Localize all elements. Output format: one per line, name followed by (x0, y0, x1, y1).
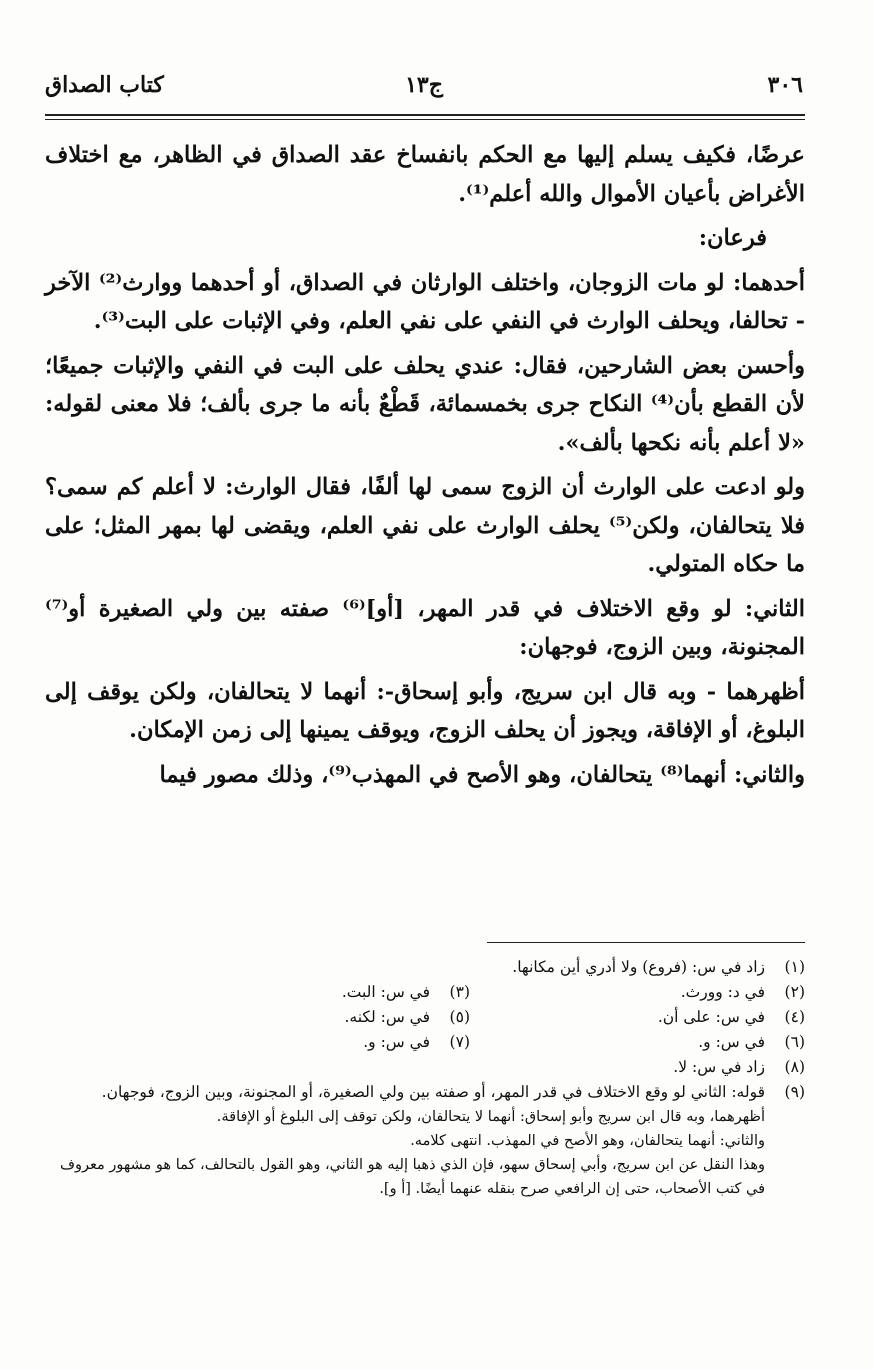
paragraph: الثاني: لو وقع الاختلاف في قدر المهر، [أو]⁽⁶⁾ صفته بين ولي الصغيرة أو⁽⁷⁾ المجنونة، وبين الزوج، فوجهان: (45, 595, 805, 660)
footnote-quote: والثاني: أنهما يتحالفان، وهو الأصح في المهذب. انتهى كلامه. (410, 1133, 765, 1149)
paragraph: عرضًا، فكيف يسلم إليها مع الحكم بانفساخ عقد الصداق في الظاهر، مع اختلاف الأغراض بأعيان الأموال والله أعلم⁽¹⁾. (45, 142, 805, 207)
volume-label: ج١٣ (405, 72, 443, 98)
footnote: (٣)في س: البت. (341, 983, 470, 1001)
footnote: (٧)في س: و. (363, 1033, 470, 1051)
page-number: ٣٠٦ (767, 72, 803, 98)
paragraph: وأحسن بعض الشارحين، فقال: عندي يحلف على البت في النفي والإثبات جميعًا؛ لأن القطع بأن⁽⁴⁾ النكاح جرى بخمسمائة، قَطْعٌ بأنه ما جرى بألف؛ فلا معنى لقوله: «لا أعلم بأنه نكحها بألف». (45, 352, 805, 456)
running-header (45, 72, 803, 112)
footnote: (٥)في س: لكنه. (344, 1008, 470, 1026)
footnote-quote: وهذا النقل عن ابن سريج، وأبي إسحاق سهو، فإن الذي ذهبا إليه هو الثاني، وهو القول بالتحالف، كما هو مشهور معروف في كتب الأصحاب، حتى إن الرافعي صرح بنقله عنهما أيضًا. [أ و]. (60, 1157, 765, 1197)
footnote: (٩) قوله: الثاني لو وقع الاختلاف في قدر المهر، أو صفته بين ولي الصغيرة، أو المجنونة، وبين الزوج، فوجهان. أظهرهما، وبه قال ابن سريج وأبو إسحاق: أنهما لا يتحالفان، ولكن توقف إلى البلوغ أو الإفاقة. والثاني: أنهما يتحالفان، وهو الأصح في المهذب. انتهى كلامه. وهذا النقل عن ابن سريج، وأبي إسحاق سهو، فإن الذي ذهبا إليه هو الثاني، وهو القول بالتحالف، كما هو مشهور معروف في كتب الأصحاب، حتى إن الرافعي صرح بنقله عنهما أيضًا. [أ و]. (60, 1080, 805, 1201)
footnote-quote: أظهرهما، وبه قال ابن سريج وأبو إسحاق: أنهما لا يتحالفان، ولكن توقف إلى البلوغ أو الإفاقة. (216, 1109, 765, 1125)
section-heading: فرعان: (698, 225, 767, 251)
header-rule-thin (45, 119, 805, 120)
footnote: (٦)في س: و. (698, 1033, 805, 1051)
paragraph: والثاني: أنهما⁽⁸⁾ يتحالفان، وهو الأصح في المهذب⁽⁹⁾، وذلك مصور فيما (159, 761, 805, 788)
main-text (45, 136, 805, 800)
header-rule-thick (45, 114, 805, 116)
footnote-text: قوله: الثاني لو وقع الاختلاف في قدر المهر، أو صفته بين ولي الصغيرة، أو المجنونة، وبين الزوج، فوجهان. (101, 1083, 765, 1101)
footnote: (٤)في س: على أن. (657, 1008, 805, 1026)
paragraph: ولو ادعت على الوارث أن الزوج سمى لها ألفًا، فقال الوارث: لا أعلم كم سمى؟ فلا يتحالفان، ولكن⁽⁵⁾ يحلف الوارث على نفي العلم، ويقضى لها بمهر المثل؛ على ما حكاه المتولي. (45, 474, 805, 577)
paragraph: أظهرهما - وبه قال ابن سريج، وأبو إسحاق-: أنهما لا يتحالفان، ولكن يوقف إلى البلوغ، أو الإفاقة، ويجوز أن يحلف الزوج، ويوقف يمينها إلى زمن الإمكان. (45, 678, 805, 743)
footnote: (١)زاد في س: (فروع) ولا أدري أين مكانها. (512, 958, 805, 976)
footnotes (60, 955, 805, 1201)
footnote: (٢)في د: وورث. (680, 983, 805, 1001)
footnote-separator (487, 942, 805, 943)
paragraph: أحدهما: لو مات الزوجان، واختلف الوارثان في الصداق، أو أحدهما ووارث⁽²⁾ الآخر - تحالفا، ويحلف الوارث في النفي على نفي العلم، وفي الإثبات على البت⁽³⁾. (45, 269, 805, 334)
footnote: (٨)زاد في س: لا. (673, 1058, 805, 1076)
book-title: كتاب الصداق (45, 72, 164, 98)
